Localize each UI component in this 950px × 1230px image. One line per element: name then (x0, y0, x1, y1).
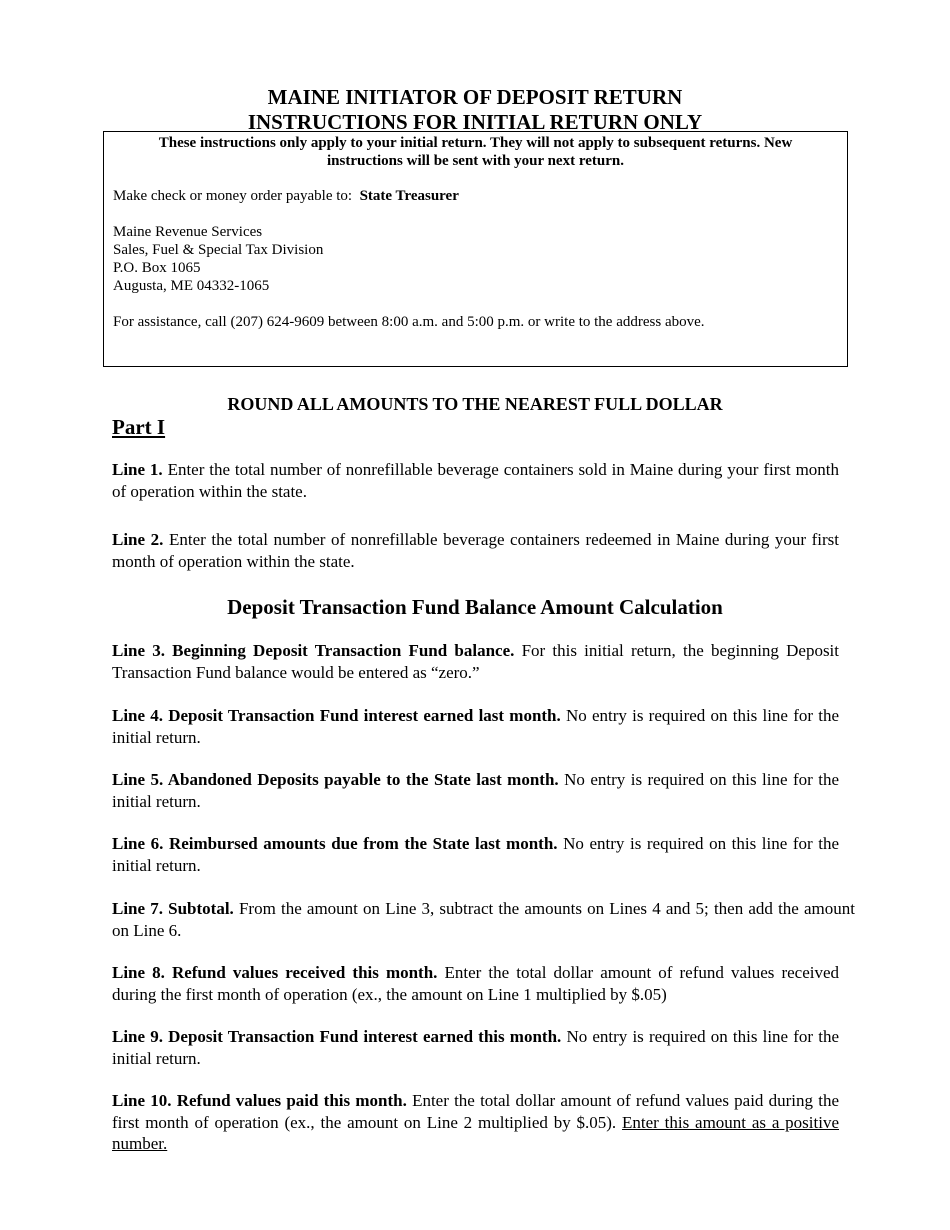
payable-label: Make check or money order payable to: (113, 188, 353, 204)
part-heading: Part I (112, 415, 166, 439)
line-10-label: Line 10. Refund values paid this month. (112, 1091, 407, 1110)
line-4-text: No entry is required on this line for the initial return. (112, 706, 839, 747)
line-2-label: Line 2. (112, 530, 164, 549)
line-8-label: Line 8. Refund values received this month. (112, 963, 438, 982)
line-9-text: No entry is required on this line for the initial return. (112, 1027, 839, 1068)
initial-return-note: These instructions only apply to your initial return. They will not apply to subsequent returns. New instructions will be sent with your next return. (158, 135, 793, 169)
line-1-text: Enter the total number of nonrefillable beverage containers sold in Maine during your first month of operation within the state. (112, 460, 840, 501)
line-3-label: Line 3. Beginning Deposit Transaction Fund balance. (112, 641, 515, 660)
address-line-4: Augusta, ME 04332-1065 (113, 278, 270, 294)
line-2-instruction (112, 529, 839, 572)
line-4-instruction (112, 705, 839, 748)
line-5-label: Line 5. Abandoned Deposits payable to the State last month. (112, 770, 559, 789)
document-subtitle: INSTRUCTIONS FOR INITIAL RETURN ONLY (247, 110, 703, 134)
address-line-3: P.O. Box 1065 (113, 260, 201, 276)
payable-to: State Treasurer (359, 188, 459, 204)
line-1-instruction (112, 459, 839, 502)
line-3-text: For this initial return, the beginning Deposit Transaction Fund balance would be entered as “zero.” (112, 641, 840, 682)
address-line-1: Maine Revenue Services (113, 224, 263, 240)
address-line-2: Sales, Fuel & Special Tax Division (113, 242, 324, 258)
assistance-line: For assistance, call (207) 624-9609 between 8:00 a.m. and 5:00 p.m. or write to the address above. (113, 314, 705, 330)
line-6-text: No entry is required on this line for the initial return. (112, 834, 840, 875)
line-5-text: No entry is required on this line for the initial return. (112, 770, 840, 811)
line-10-instruction (112, 1090, 839, 1155)
line-7-instruction (112, 898, 855, 941)
line-1-label: Line 1. (112, 460, 163, 479)
line-9-label: Line 9. Deposit Transaction Fund interest earned this month. (112, 1027, 562, 1046)
document-title: MAINE INITIATOR OF DEPOSIT RETURN (267, 85, 683, 109)
line-10-text: Enter the total dollar amount of refund values paid during the first month of operation (ex., the amount on Line 2 multiplied by $.05). (112, 1091, 839, 1132)
line-7-label: Line 7. Subtotal. (112, 899, 234, 918)
line-8-text: Enter the total dollar amount of refund values received during the first month of operation (ex., the amount on Line 1 multiplied by $.05) (112, 963, 840, 1004)
line-8-instruction (112, 962, 839, 1005)
line-2-text: Enter the total number of nonrefillable beverage containers redeemed in Maine during your first month of operation within the state. (112, 530, 840, 571)
round-heading: ROUND ALL AMOUNTS TO THE NEAREST FULL DOLLAR (227, 394, 723, 414)
line-3-instruction (112, 640, 839, 683)
line-6-label: Line 6. Reimbursed amounts due from the State last month. (112, 834, 558, 853)
line-4-label: Line 4. Deposit Transaction Fund interest earned last month. (112, 706, 561, 725)
payable-line (113, 187, 459, 205)
line-5-instruction (112, 769, 839, 812)
line-7-text: From the amount on Line 3, subtract the amounts on Lines 4 and 5; then add the amount on Line 6. (112, 899, 855, 940)
section-heading: Deposit Transaction Fund Balance Amount Calculation (227, 595, 723, 619)
line-9-instruction (112, 1026, 839, 1069)
line-6-instruction (112, 833, 839, 876)
line-10-underlined-note: Enter this amount as a positive number. (112, 1112, 840, 1153)
instructions-box (103, 131, 848, 367)
